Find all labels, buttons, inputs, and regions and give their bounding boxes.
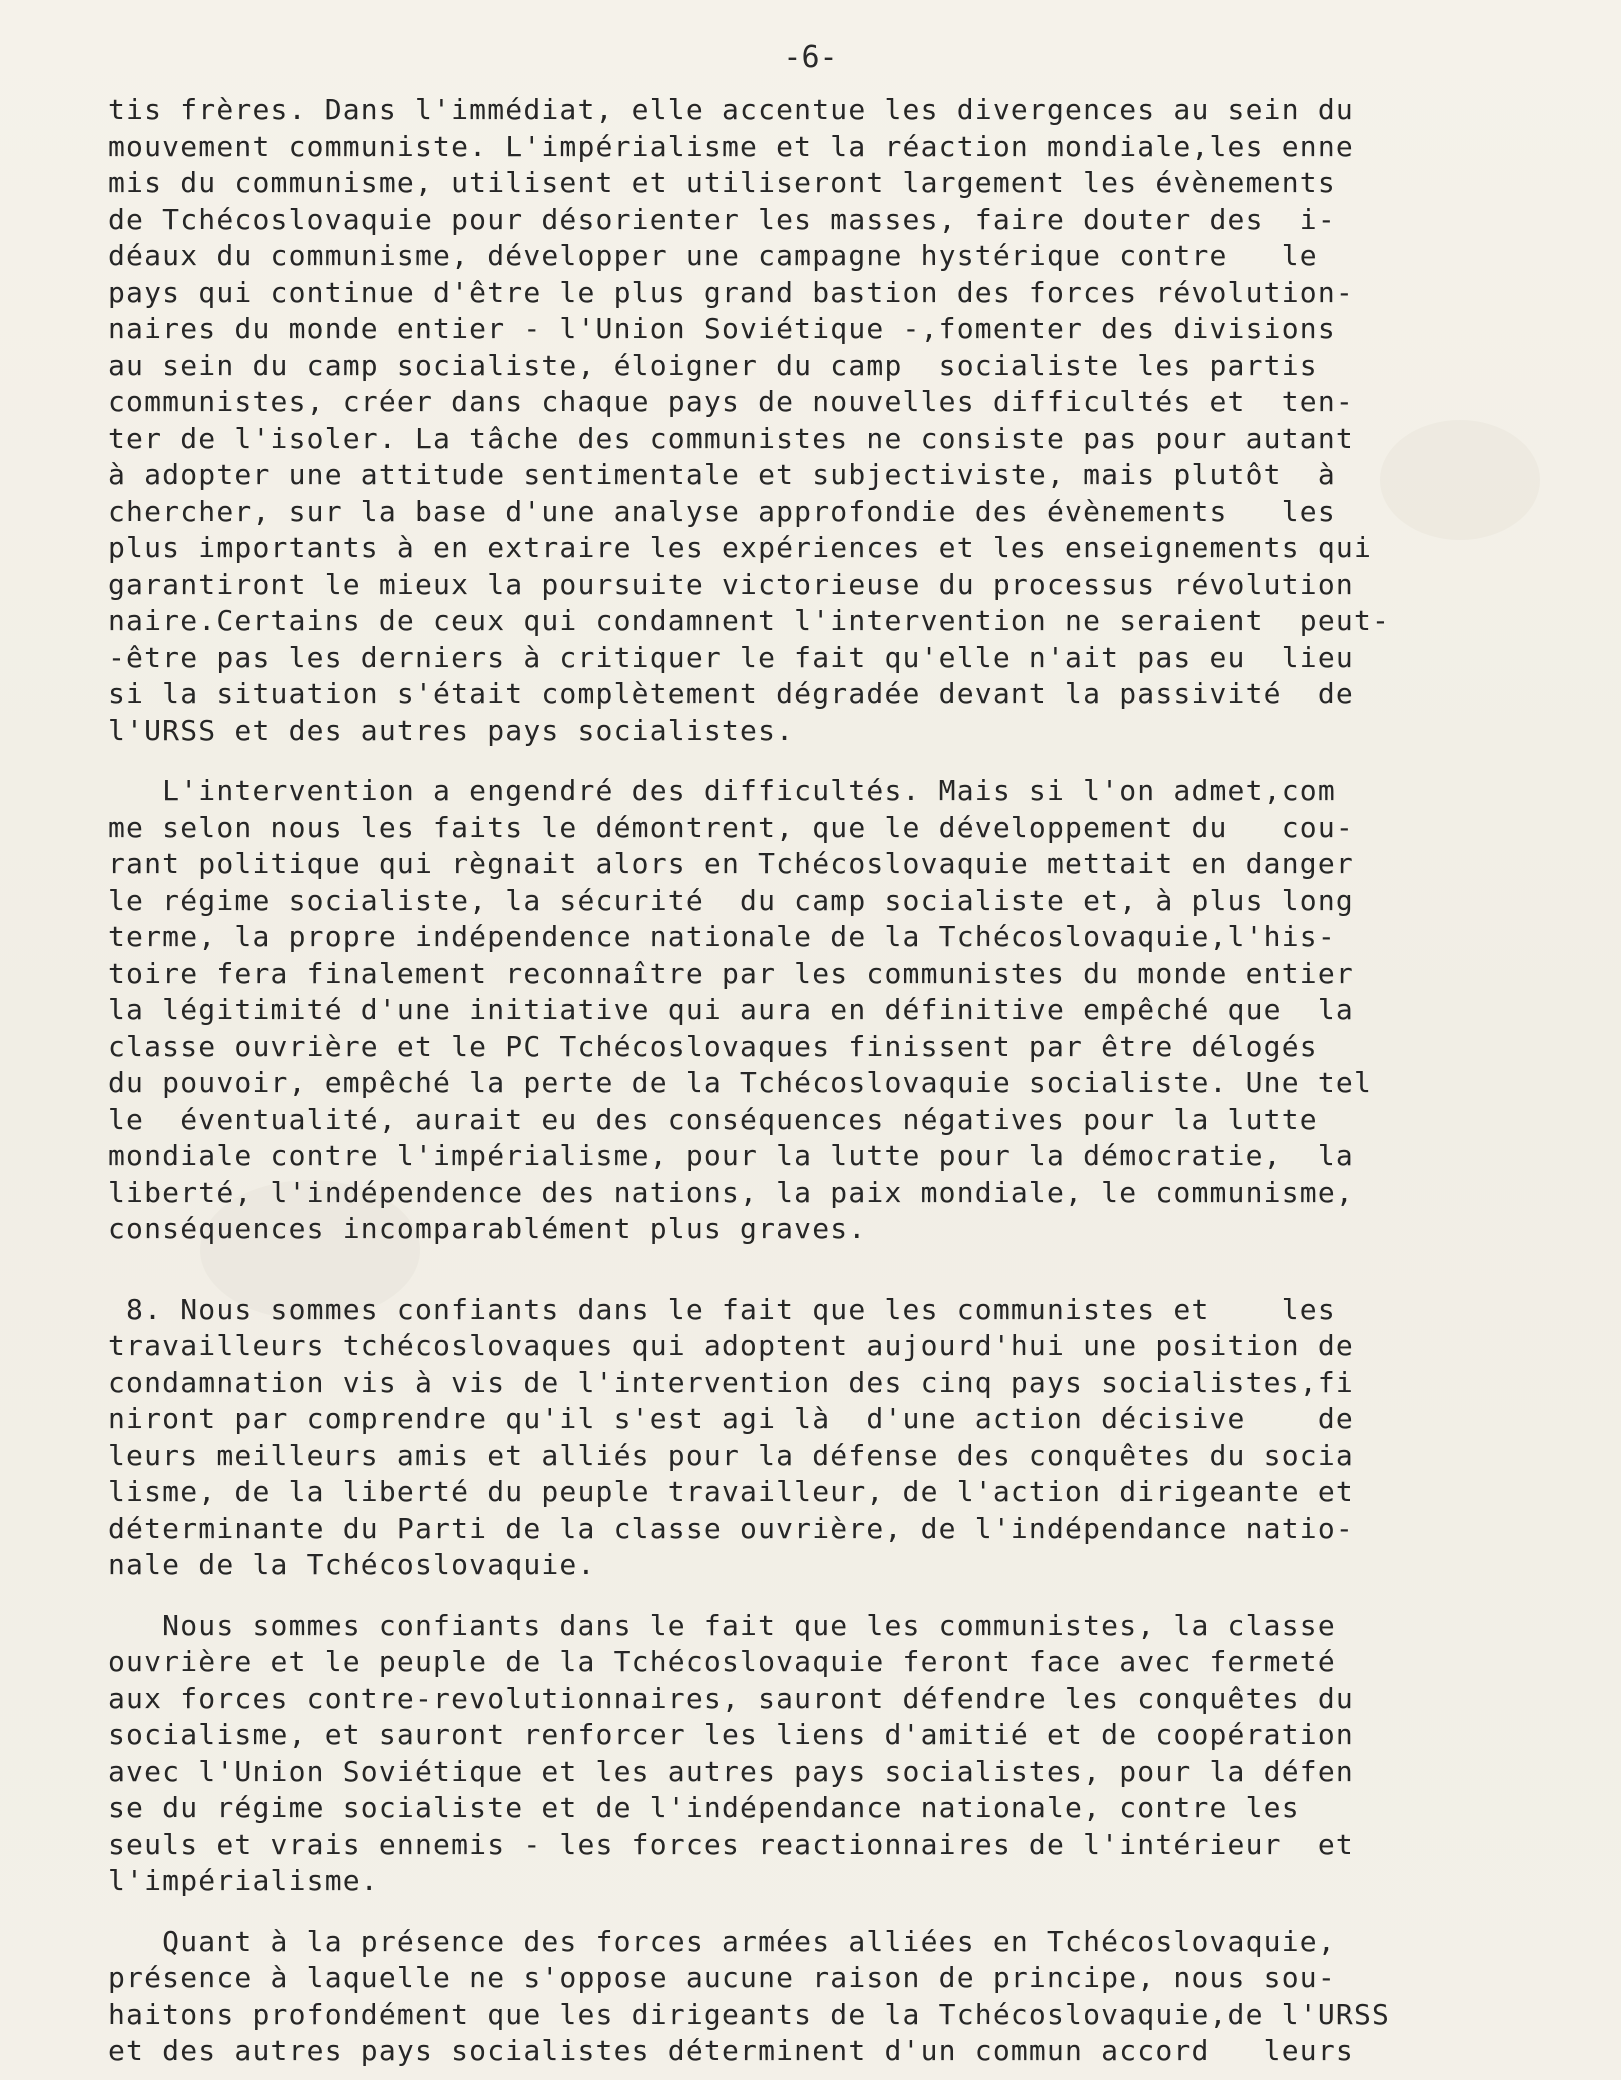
paragraph-4 xyxy=(108,1608,1548,1900)
text-line: leurs meilleurs amis et alliés pour la défense des conquêtes du socia xyxy=(108,1438,1354,1472)
text-line: mouvement communiste. L'impérialisme et la réaction mondiale,les enne xyxy=(108,129,1354,163)
text-line: liberté, l'indépendence des nations, la paix mondiale, le communisme, xyxy=(108,1175,1354,1209)
text-line: Quant à la présence des forces armées alliées en Tchécoslovaquie, xyxy=(108,1924,1336,1958)
text-line: lisme, de la liberté du peuple travailleur, de l'action dirigeante et xyxy=(108,1475,1354,1508)
text-line: si la situation s'était complètement dégradée devant la passivité de xyxy=(108,677,1354,710)
paragraph-5 xyxy=(108,1924,1548,2070)
text-line: toire fera finalement reconnaître par les communistes du monde entier xyxy=(108,956,1354,990)
text-line: déterminante du Parti de la classe ouvrière, de l'indépendance natio- xyxy=(108,1511,1354,1545)
text-line: mondiale contre l'impérialisme, pour la lutte pour la démocratie, la xyxy=(108,1139,1354,1172)
text-line: plus importants à en extraire les expériences et les enseignements qui xyxy=(108,531,1373,564)
text-line: tis frères. Dans l'immédiat, elle accentue les divergences au sein du xyxy=(108,93,1354,126)
paragraph-1 xyxy=(108,92,1548,749)
text-line: terme, la propre indépendence nationale de la Tchécoslovaquie,l'his- xyxy=(108,920,1336,953)
page-number: -6- xyxy=(783,40,838,75)
text-line: de Tchécoslovaquie pour désorienter les masses, faire douter des i- xyxy=(108,202,1336,236)
text-line: ouvrière et le peuple de la Tchécoslovaquie feront face avec fermeté xyxy=(108,1645,1336,1678)
text-line: naire.Certains de ceux qui condamnent l'intervention ne seraient peut- xyxy=(108,604,1391,637)
text-line: seuls et vrais ennemis - les forces reactionnaires de l'intérieur et xyxy=(108,1827,1354,1861)
text-line: l'URSS et des autres pays socialistes. xyxy=(108,713,795,747)
text-line: nale de la Tchécoslovaquie. xyxy=(108,1548,596,1581)
paragraph-3 xyxy=(108,1292,1548,1584)
text-line: classe ouvrière et le PC Tchécoslovaques finissent par être délogés xyxy=(108,1029,1318,1063)
document-body xyxy=(108,92,1548,2070)
text-line: à adopter une attitude sentimentale et subjectiviste, mais plutôt à xyxy=(108,458,1336,491)
text-line: conséquences incomparablément plus graves. xyxy=(108,1212,867,1245)
text-line: socialisme, et sauront renforcer les liens d'amitié et de coopération xyxy=(108,1718,1354,1751)
text-line: condamnation vis à vis de l'intervention des cinq pays socialistes,fi xyxy=(108,1365,1354,1399)
text-line: présence à laquelle ne s'oppose aucune raison de principe, nous sou- xyxy=(108,1961,1336,1994)
text-line: se du régime socialiste et de l'indépendance nationale, contre les xyxy=(108,1791,1300,1824)
text-line: rant politique qui règnait alors en Tchécoslovaquie mettait en danger xyxy=(108,847,1354,880)
paragraph-spacer xyxy=(108,749,1548,773)
text-line: aux forces contre-revolutionnaires, sauront défendre les conquêtes du xyxy=(108,1681,1354,1715)
paragraph-spacer xyxy=(108,1584,1548,1608)
text-line: me selon nous les faits le démontrent, que le développement du cou- xyxy=(108,810,1354,844)
text-line: naires du monde entier - l'Union Soviétique -,fomenter des divisions xyxy=(108,312,1336,345)
text-line: et des autres pays socialistes déterminent d'un commun accord leurs xyxy=(108,2034,1354,2067)
text-line: au sein du camp socialiste, éloigner du camp socialiste les partis xyxy=(108,348,1318,382)
paragraph-spacer xyxy=(108,1900,1548,1924)
text-line: chercher, sur la base d'une analyse approfondie des évènements les xyxy=(108,494,1336,528)
text-line: du pouvoir, empêché la perte de la Tchécoslovaquie socialiste. Une tel xyxy=(108,1066,1373,1099)
paragraph-spacer xyxy=(108,1248,1548,1292)
text-line: Nous sommes confiants dans le fait que les communistes, la classe xyxy=(108,1608,1336,1642)
text-line: 8. Nous sommes confiants dans le fait que les communistes et les xyxy=(108,1292,1336,1326)
text-line: communistes, créer dans chaque pays de nouvelles difficultés et ten- xyxy=(108,385,1354,418)
text-line: -être pas les derniers à critiquer le fait qu'elle n'ait pas eu lieu xyxy=(108,640,1354,674)
text-line: déaux du communisme, développer une campagne hystérique contre le xyxy=(108,239,1318,272)
text-line: le éventualité, aurait eu des conséquences négatives pour la lutte xyxy=(108,1102,1318,1136)
paragraph-2 xyxy=(108,773,1548,1248)
text-line: haitons profondément que les dirigeants de la Tchécoslovaquie,de l'URSS xyxy=(108,1997,1391,2031)
text-line: garantiront le mieux la poursuite victorieuse du processus révolution xyxy=(108,567,1354,601)
text-line: travailleurs tchécoslovaques qui adoptent aujourd'hui une position de xyxy=(108,1329,1354,1362)
text-line: la légitimité d'une initiative qui aura en définitive empêché que la xyxy=(108,993,1354,1026)
text-line: le régime socialiste, la sécurité du camp socialiste et, à plus long xyxy=(108,883,1354,917)
text-line: ter de l'isoler. La tâche des communistes ne consiste pas pour autant xyxy=(108,421,1354,455)
text-line: pays qui continue d'être le plus grand bastion des forces révolution- xyxy=(108,275,1354,309)
text-line: avec l'Union Soviétique et les autres pays socialistes, pour la défen xyxy=(108,1754,1354,1788)
text-line: l'impérialisme. xyxy=(108,1864,379,1897)
text-line: L'intervention a engendré des difficultés. Mais si l'on admet,com xyxy=(108,774,1336,807)
text-line: mis du communisme, utilisent et utiliseront largement les évènements xyxy=(108,166,1336,199)
text-line: niront par comprendre qu'il s'est agi là d'une action décisive de xyxy=(108,1402,1354,1435)
